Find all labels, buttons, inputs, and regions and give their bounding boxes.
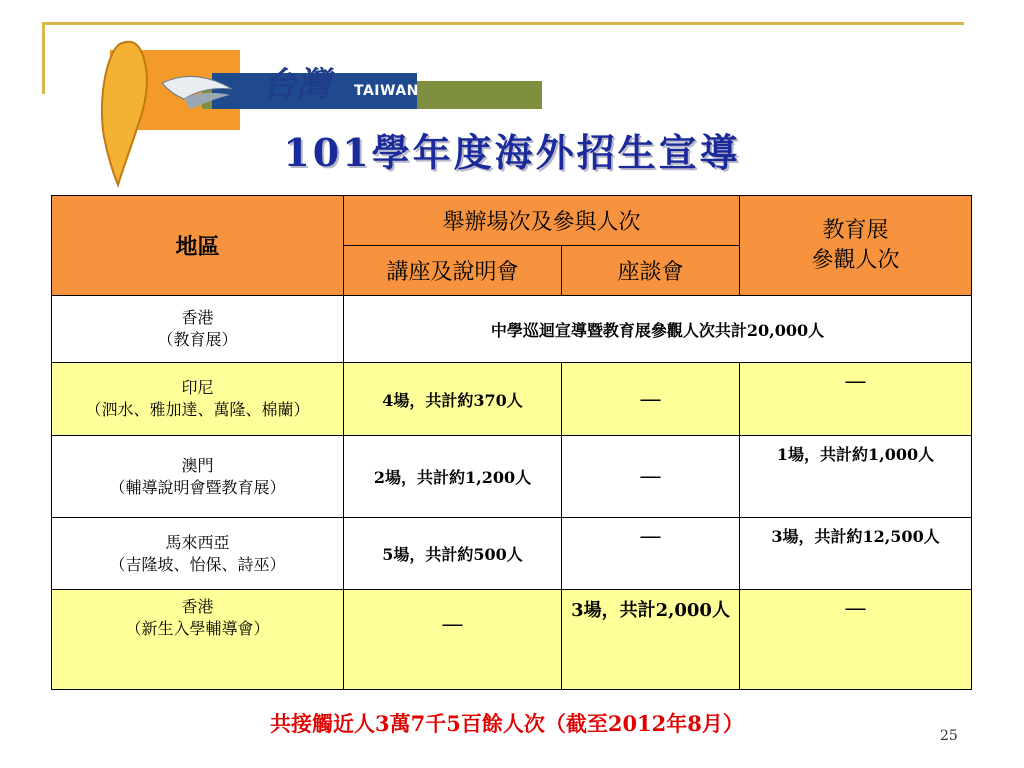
table-row <box>52 436 972 518</box>
region-name: 香港 <box>181 308 214 328</box>
region-name: 香港 <box>181 597 214 616</box>
region-name: 印尼 <box>181 378 214 398</box>
forum-cell: — <box>562 436 740 518</box>
recruitment-table <box>51 195 972 690</box>
table-row <box>52 296 972 363</box>
region-sub: （泗水、雅加達、萬隆、棉蘭） <box>85 400 310 419</box>
header-region: 地區 <box>52 196 344 296</box>
expo-cell: — <box>740 363 972 436</box>
region-sub: （吉隆坡、怡保、詩巫） <box>109 554 286 574</box>
region-name: 馬來西亞 <box>165 532 230 552</box>
header-events: 舉辦場次及參與人次 <box>344 196 740 246</box>
table-row <box>52 590 972 690</box>
seminar-cell: 5場，共計約500人 <box>344 518 562 590</box>
page-title: 101學年度海外招生宣導 <box>283 130 741 175</box>
region-name: 澳門 <box>181 455 214 475</box>
logo-script-text: 台灣 <box>262 65 330 105</box>
logo-org-text: 海外聯合招生委員會 <box>294 115 430 129</box>
region-cell <box>52 518 344 590</box>
forum-cell: — <box>562 363 740 436</box>
region-sub: （輔導說明會暨教育展） <box>109 477 286 497</box>
seminar-cell: — <box>344 590 562 690</box>
seminar-cell: 2場，共計約1,200人 <box>344 436 562 518</box>
region-sub: （新生入學輔導會） <box>125 618 270 638</box>
header-expo <box>740 196 972 296</box>
region-cell <box>52 436 344 518</box>
header-forum: 座談會 <box>562 246 740 296</box>
logo-brand-text: TAIWAN <box>354 83 419 99</box>
frame-left-line <box>42 22 45 94</box>
header-seminar: 講座及說明會 <box>344 246 562 296</box>
expo-cell: 3場，共計約12,500人 <box>740 518 972 590</box>
region-cell <box>52 590 344 690</box>
table-row <box>52 363 972 436</box>
region-sub: （教育展） <box>157 330 238 349</box>
forum-cell: — <box>562 518 740 590</box>
region-cell <box>52 363 344 436</box>
seminar-cell: 4場，共計約370人 <box>344 363 562 436</box>
footnote: 共接觸近人3萬7千5百餘人次（截至2012年8月） <box>270 711 744 736</box>
table-row <box>52 518 972 590</box>
page-number: 25 <box>940 728 958 744</box>
header-expo-text: 教育展 參觀人次 <box>811 217 900 273</box>
region-cell <box>52 296 344 363</box>
forum-cell: 3場，共計2,000人 <box>562 590 740 690</box>
merged-cell: 中學巡迴宣導暨教育展參觀人次共計20,000人 <box>344 296 972 363</box>
expo-cell: — <box>740 590 972 690</box>
expo-cell: 1場，共計約1,000人 <box>740 436 972 518</box>
